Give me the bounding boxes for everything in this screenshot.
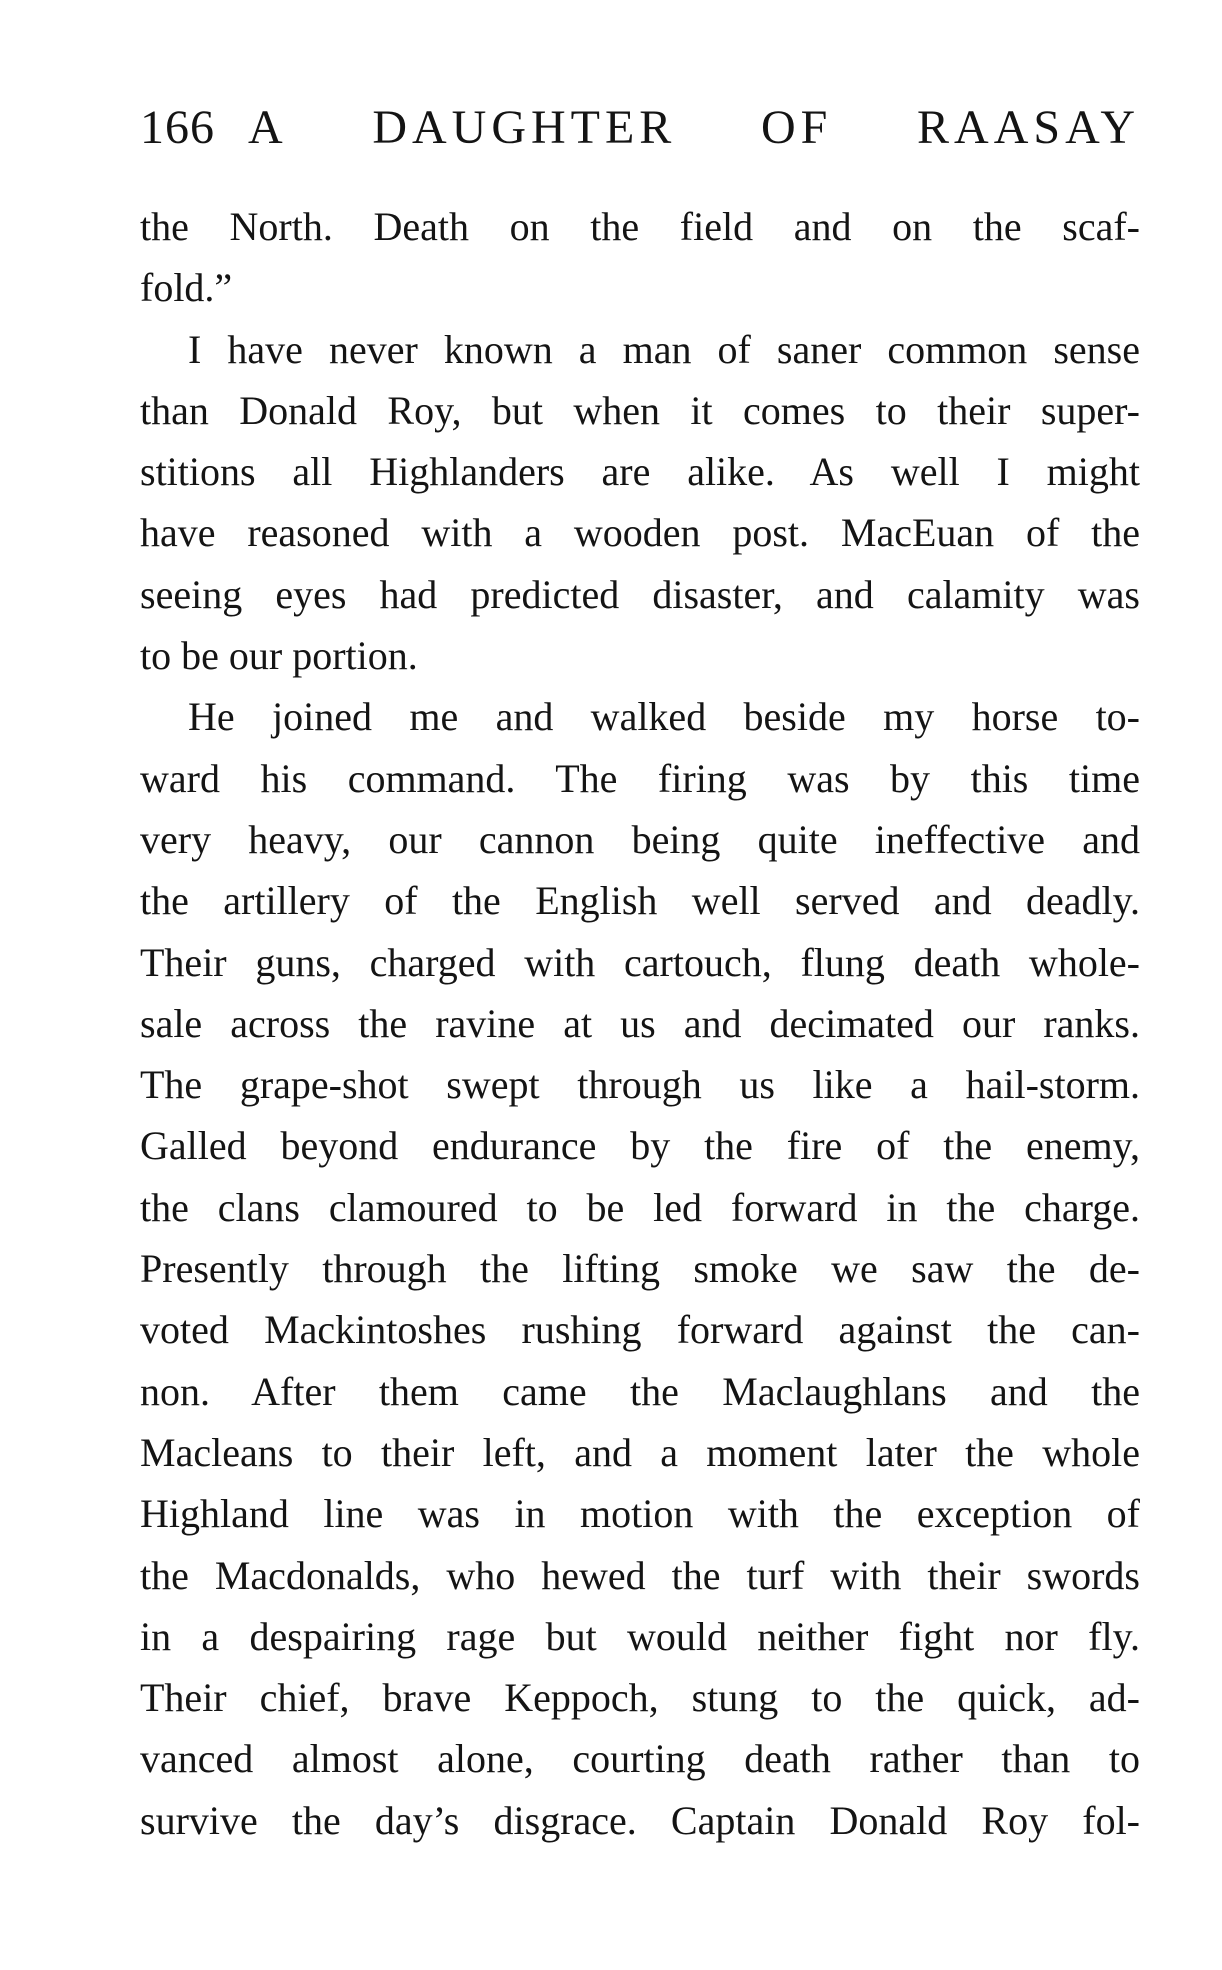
text-line: Their guns, charged with cartouch, flung death whole- [140, 939, 1140, 985]
text-line: ward his command. The firing was by this time [140, 755, 1140, 801]
running-title-word: DAUGHTER [372, 101, 677, 154]
text-line: sale across the ravine at us and decimated our ranks. [140, 1000, 1140, 1046]
text-line: the Macdonalds, who hewed the turf with their swords [140, 1552, 1140, 1598]
running-title-word: RAASAY [917, 101, 1140, 154]
text-line: survive the day’s disgrace. Captain Donald Roy fol- [140, 1797, 1140, 1843]
text-line: He joined me and walked beside my horse to- [188, 694, 1140, 740]
text-line: the artillery of the English well served and deadly. [140, 878, 1140, 924]
text-line: I have never known a man of saner common sense [188, 326, 1140, 372]
text-line: the clans clamoured to be led forward in the charge. [140, 1184, 1140, 1230]
text-line: to be our portion. [140, 633, 418, 679]
text-line: voted Mackintoshes rushing forward against the can- [140, 1307, 1140, 1353]
text-line: Presently through the lifting smoke we saw the de- [140, 1246, 1140, 1292]
text-line: have reasoned with a wooden post. MacEuan of the [140, 510, 1140, 556]
body-text [140, 196, 1140, 1851]
running-title-word: A [248, 101, 288, 154]
running-title [248, 100, 1140, 155]
page-number: 166 [140, 101, 215, 154]
text-line: fold.” [140, 265, 233, 311]
text-line: Highland line was in motion with the exception of [140, 1491, 1140, 1537]
text-line: non. After them came the Maclaughlans and the [140, 1368, 1140, 1414]
text-line: Galled beyond endurance by the fire of the enemy, [140, 1123, 1140, 1169]
text-line: very heavy, our cannon being quite ineffective and [140, 816, 1140, 862]
text-line: Macleans to their left, and a moment later the whole [140, 1429, 1140, 1475]
text-line: seeing eyes had predicted disaster, and calamity was [140, 571, 1140, 617]
text-line: than Donald Roy, but when it comes to their super- [140, 387, 1140, 433]
running-title-word: OF [761, 101, 833, 154]
running-head [140, 100, 1140, 170]
text-line: in a despairing rage but would neither fight nor fly. [140, 1613, 1140, 1659]
text-line: The grape-shot swept through us like a hail-storm. [140, 1062, 1140, 1108]
text-line: vanced almost alone, courting death rather than to [140, 1736, 1140, 1782]
text-line: stitions all Highlanders are alike. As well I might [140, 449, 1140, 495]
text-line: the North. Death on the field and on the scaf- [140, 204, 1140, 249]
text-line: Their chief, brave Keppoch, stung to the quick, ad- [140, 1675, 1140, 1721]
